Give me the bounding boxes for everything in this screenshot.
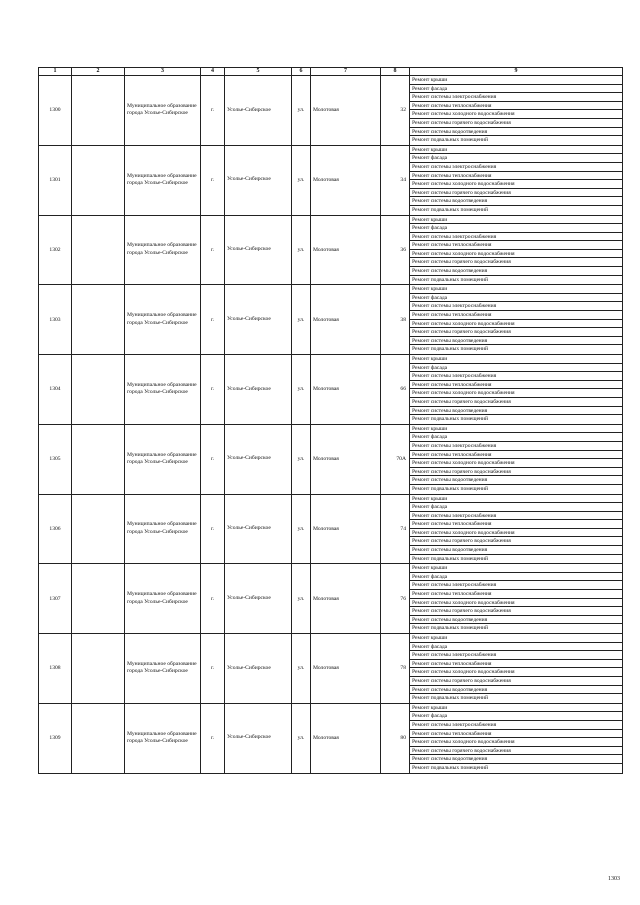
locality-type-cell: г. — [201, 76, 225, 146]
work-item: Ремонт системы теплоснабжения — [410, 451, 622, 460]
municipality-cell: Муниципальное образование города Усолье-Сибирское — [125, 424, 201, 494]
work-item: Ремонт системы горячего водоснабжения — [410, 189, 622, 198]
works-cell — [410, 424, 623, 494]
work-item: Ремонт системы горячего водоснабжения — [410, 747, 622, 756]
locality-cell: Усолье-Сибирское — [225, 703, 292, 773]
table-row — [39, 355, 623, 425]
empty-cell — [72, 634, 125, 704]
work-item: Ремонт системы электроснабжения — [410, 442, 622, 451]
work-item: Ремонт фасада — [410, 503, 622, 512]
locality-type-cell: г. — [201, 215, 225, 285]
col-header-7: 7 — [311, 68, 381, 76]
municipality-cell: Муниципальное образование города Усолье-Сибирское — [125, 634, 201, 704]
row-number: 1309 — [39, 703, 72, 773]
work-item: Ремонт фасада — [410, 294, 622, 303]
work-item: Ремонт подвальных помещений — [412, 416, 489, 423]
header-row — [39, 68, 623, 76]
house-number-cell: 38 — [381, 285, 410, 355]
work-item: Ремонт системы электроснабжения — [410, 512, 622, 521]
work-item: Ремонт системы горячего водоснабжения — [410, 677, 622, 686]
work-item: Ремонт системы электроснабжения — [410, 163, 622, 172]
col-header-4: 4 — [201, 68, 225, 76]
work-item: Ремонт системы водоотведения — [410, 616, 622, 625]
col-header-3: 3 — [125, 68, 201, 76]
table-row — [39, 494, 623, 564]
work-item: Ремонт системы теплоснабжения — [410, 730, 622, 739]
locality-cell: Усолье-Сибирское — [225, 494, 292, 564]
municipality-cell: Муниципальное образование города Усолье-Сибирское — [125, 145, 201, 215]
table-row — [39, 76, 623, 146]
table-row — [39, 424, 623, 494]
work-item: Ремонт крыши — [410, 216, 622, 225]
work-item: Ремонт системы водоотведения — [410, 337, 622, 346]
street-type-cell: ул. — [292, 355, 311, 425]
street-cell: Молотовая — [311, 285, 381, 355]
municipality-cell: Муниципальное образование города Усолье-Сибирское — [125, 76, 201, 146]
work-item: Ремонт подвальных помещений — [412, 137, 489, 144]
street-type-cell: ул. — [292, 634, 311, 704]
locality-type-cell: г. — [201, 494, 225, 564]
col-header-6: 6 — [292, 68, 311, 76]
empty-cell — [72, 424, 125, 494]
municipality-cell: Муниципальное образование города Усолье-Сибирское — [125, 355, 201, 425]
work-item: Ремонт системы водоотведения — [410, 267, 622, 276]
table-row — [39, 703, 623, 773]
work-item: Ремонт фасада — [410, 712, 622, 721]
municipality-cell: Муниципальное образование города Усолье-Сибирское — [125, 494, 201, 564]
work-item: Ремонт фасада — [410, 364, 622, 373]
work-item: Ремонт фасада — [410, 224, 622, 233]
municipality-cell: Муниципальное образование города Усолье-Сибирское — [125, 215, 201, 285]
work-item: Ремонт системы электроснабжения — [410, 233, 622, 242]
row-number: 1300 — [39, 76, 72, 146]
repair-program-table — [38, 67, 623, 774]
row-number: 1307 — [39, 564, 72, 634]
empty-cell — [72, 703, 125, 773]
works-cell — [410, 355, 623, 425]
table-row — [39, 285, 623, 355]
work-item: Ремонт подвальных помещений — [412, 555, 489, 562]
row-number: 1304 — [39, 355, 72, 425]
municipality-cell: Муниципальное образование города Усолье-Сибирское — [125, 564, 201, 634]
col-header-1: 1 — [39, 68, 72, 76]
work-item: Ремонт системы холодного водоснабжения — [410, 738, 622, 747]
house-number-cell: 76 — [381, 564, 410, 634]
work-item: Ремонт системы электроснабжения — [410, 581, 622, 590]
table-row — [39, 564, 623, 634]
work-item: Ремонт системы водоотведения — [410, 546, 622, 555]
works-cell — [410, 634, 623, 704]
work-item: Ремонт крыши — [410, 425, 622, 434]
col-header-8: 8 — [381, 68, 410, 76]
street-cell: Молотовая — [311, 355, 381, 425]
street-cell: Молотовая — [311, 494, 381, 564]
col-header-9: 9 — [410, 68, 623, 76]
street-cell: Молотовая — [311, 634, 381, 704]
locality-type-cell: г. — [201, 634, 225, 704]
row-number: 1301 — [39, 145, 72, 215]
work-item: Ремонт подвальных помещений — [412, 206, 489, 213]
street-type-cell: ул. — [292, 145, 311, 215]
house-number-cell: 66 — [381, 355, 410, 425]
work-item: Ремонт системы теплоснабжения — [410, 241, 622, 250]
work-item: Ремонт системы теплоснабжения — [410, 172, 622, 181]
row-number: 1308 — [39, 634, 72, 704]
work-item: Ремонт крыши — [410, 285, 622, 294]
work-item: Ремонт крыши — [410, 355, 622, 364]
work-item: Ремонт системы теплоснабжения — [410, 311, 622, 320]
table-row — [39, 634, 623, 704]
house-number-cell: 80 — [381, 703, 410, 773]
work-item: Ремонт системы горячего водоснабжения — [410, 537, 622, 546]
locality-type-cell: г. — [201, 703, 225, 773]
locality-cell: Усолье-Сибирское — [225, 145, 292, 215]
street-type-cell: ул. — [292, 285, 311, 355]
work-item: Ремонт системы электроснабжения — [410, 372, 622, 381]
work-item: Ремонт системы горячего водоснабжения — [410, 398, 622, 407]
work-item: Ремонт системы холодного водоснабжения — [410, 668, 622, 677]
work-item: Ремонт системы холодного водоснабжения — [410, 389, 622, 398]
work-item: Ремонт подвальных помещений — [412, 764, 489, 771]
col-header-2: 2 — [72, 68, 125, 76]
work-item: Ремонт подвальных помещений — [412, 625, 489, 632]
street-type-cell: ул. — [292, 76, 311, 146]
row-number: 1303 — [39, 285, 72, 355]
work-item: Ремонт системы водоотведения — [410, 197, 622, 206]
empty-cell — [72, 494, 125, 564]
locality-type-cell: г. — [201, 564, 225, 634]
street-cell: Молотовая — [311, 703, 381, 773]
locality-type-cell: г. — [201, 285, 225, 355]
work-item: Ремонт системы электроснабжения — [410, 93, 622, 102]
locality-cell: Усолье-Сибирское — [225, 76, 292, 146]
work-item: Ремонт системы электроснабжения — [410, 721, 622, 730]
table-row — [39, 215, 623, 285]
work-item: Ремонт фасада — [410, 85, 622, 94]
works-cell — [410, 703, 623, 773]
work-item: Ремонт системы теплоснабжения — [410, 102, 622, 111]
works-cell — [410, 76, 623, 146]
work-item: Ремонт системы водоотведения — [410, 686, 622, 695]
work-item: Ремонт системы холодного водоснабжения — [410, 459, 622, 468]
empty-cell — [72, 355, 125, 425]
street-type-cell: ул. — [292, 494, 311, 564]
municipality-cell: Муниципальное образование города Усолье-Сибирское — [125, 703, 201, 773]
work-item: Ремонт системы холодного водоснабжения — [410, 599, 622, 608]
works-cell — [410, 215, 623, 285]
locality-cell: Усолье-Сибирское — [225, 355, 292, 425]
empty-cell — [72, 215, 125, 285]
work-item: Ремонт фасада — [410, 573, 622, 582]
work-item: Ремонт системы водоотведения — [410, 128, 622, 137]
work-item: Ремонт системы теплоснабжения — [410, 590, 622, 599]
street-cell: Молотовая — [311, 215, 381, 285]
street-cell: Молотовая — [311, 424, 381, 494]
work-item: Ремонт системы теплоснабжения — [410, 660, 622, 669]
work-item: Ремонт системы холодного водоснабжения — [410, 180, 622, 189]
street-type-cell: ул. — [292, 564, 311, 634]
work-item: Ремонт крыши — [410, 146, 622, 155]
work-item: Ремонт системы теплоснабжения — [410, 381, 622, 390]
work-item: Ремонт системы водоотведения — [410, 755, 622, 764]
locality-type-cell: г. — [201, 355, 225, 425]
work-item: Ремонт системы холодного водоснабжения — [410, 110, 622, 119]
street-cell: Молотовая — [311, 76, 381, 146]
table-header — [39, 68, 623, 76]
work-item: Ремонт системы водоотведения — [410, 476, 622, 485]
work-item: Ремонт системы водоотведения — [410, 407, 622, 416]
work-item: Ремонт фасада — [410, 154, 622, 163]
work-item: Ремонт системы горячего водоснабжения — [410, 468, 622, 477]
work-item: Ремонт крыши — [410, 76, 622, 85]
work-item: Ремонт системы горячего водоснабжения — [410, 119, 622, 128]
work-item: Ремонт крыши — [410, 634, 622, 643]
work-item: Ремонт подвальных помещений — [412, 695, 489, 702]
house-number-cell: 34 — [381, 145, 410, 215]
works-cell — [410, 145, 623, 215]
works-cell — [410, 564, 623, 634]
work-item: Ремонт системы теплоснабжения — [410, 520, 622, 529]
work-item: Ремонт фасада — [410, 643, 622, 652]
street-cell: Молотовая — [311, 145, 381, 215]
work-item: Ремонт крыши — [410, 564, 622, 573]
locality-cell: Усолье-Сибирское — [225, 634, 292, 704]
table-body — [39, 76, 623, 774]
street-type-cell: ул. — [292, 215, 311, 285]
municipality-cell: Муниципальное образование города Усолье-Сибирское — [125, 285, 201, 355]
work-item: Ремонт фасада — [410, 433, 622, 442]
work-item: Ремонт системы холодного водоснабжения — [410, 250, 622, 259]
house-number-cell: 32 — [381, 76, 410, 146]
work-item: Ремонт системы холодного водоснабжения — [410, 320, 622, 329]
row-number: 1302 — [39, 215, 72, 285]
street-type-cell: ул. — [292, 703, 311, 773]
work-item: Ремонт крыши — [410, 495, 622, 504]
house-number-cell: 36 — [381, 215, 410, 285]
work-item: Ремонт системы горячего водоснабжения — [410, 328, 622, 337]
work-item: Ремонт подвальных помещений — [412, 346, 489, 353]
house-number-cell: 78 — [381, 634, 410, 704]
street-type-cell: ул. — [292, 424, 311, 494]
work-item: Ремонт системы электроснабжения — [410, 651, 622, 660]
row-number: 1306 — [39, 494, 72, 564]
empty-cell — [72, 285, 125, 355]
locality-type-cell: г. — [201, 145, 225, 215]
works-cell — [410, 285, 623, 355]
locality-cell: Усолье-Сибирское — [225, 285, 292, 355]
work-item: Ремонт системы горячего водоснабжения — [410, 607, 622, 616]
col-header-5: 5 — [225, 68, 292, 76]
locality-type-cell: г. — [201, 424, 225, 494]
house-number-cell: 74 — [381, 494, 410, 564]
table-row — [39, 145, 623, 215]
work-item: Ремонт системы электроснабжения — [410, 302, 622, 311]
work-item: Ремонт подвальных помещений — [412, 276, 489, 283]
house-number-cell: 70А — [381, 424, 410, 494]
work-item: Ремонт системы холодного водоснабжения — [410, 529, 622, 538]
locality-cell: Усолье-Сибирское — [225, 564, 292, 634]
work-item: Ремонт системы горячего водоснабжения — [410, 258, 622, 267]
empty-cell — [72, 564, 125, 634]
locality-cell: Усолье-Сибирское — [225, 424, 292, 494]
work-item: Ремонт крыши — [410, 704, 622, 713]
page-number: 1303 — [608, 876, 620, 882]
street-cell: Молотовая — [311, 564, 381, 634]
row-number: 1305 — [39, 424, 72, 494]
works-cell — [410, 494, 623, 564]
work-item: Ремонт подвальных помещений — [412, 485, 489, 492]
locality-cell: Усолье-Сибирское — [225, 215, 292, 285]
empty-cell — [72, 76, 125, 146]
empty-cell — [72, 145, 125, 215]
